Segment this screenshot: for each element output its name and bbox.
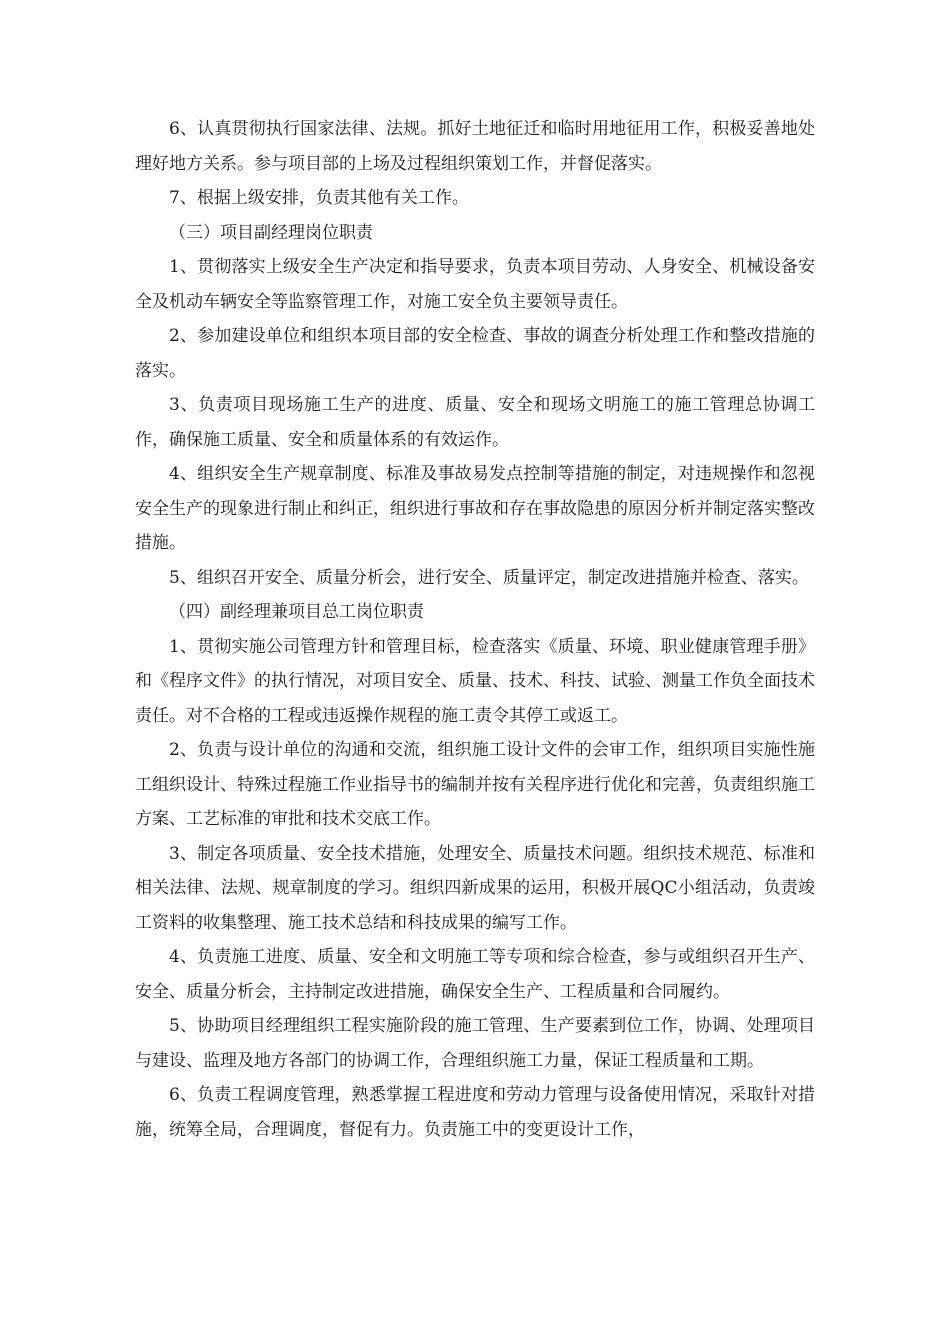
paragraph: 1、贯彻实施公司管理方针和管理目标，检查落实《质量、环境、职业健康管理手册》和《程序文件》的执行情况，对项目安全、质量、技术、科技、试验、测量工作负全面技术责任。对不合格的工程或违返操作规程的施工责令其停工或返工。 [135,636,815,726]
paragraph: 1、贯彻落实上级安全生产决定和指导要求，负责本项目劳动、人身安全、机械设备安全及机动车辆安全等监察管理工作，对施工安全负主要领导责任。 [135,257,815,312]
paragraph: 7、根据上级安排，负责其他有关工作。 [169,188,469,208]
paragraph: 5、协助项目经理组织工程实施阶段的施工管理、生产要素到位工作，协调、处理项目与建设、监理及地方各部门的协调工作，合理组织施工力量，保证工程质量和工期。 [135,1016,815,1071]
paragraph: 5、组织召开安全、质量分析会，进行安全、质量评定，制定改进措施并检查、落实。 [169,567,809,588]
paragraph: 6、认真贯彻执行国家法律、法规。抓好土地征迁和临时用地征用工作，积极妥善地处理好地方关系。参与项目部的上场及过程组织策划工作，并督促落实。 [135,119,815,174]
paragraph: 3、制定各项质量、安全技术措施，处理安全、质量技术问题。组织技术规范、标准和相关法律、法规、规章制度的学习。组织四新成果的运用，积极开展QC小组活动，负责竣工资料的收集整理、施工技术总结和科技成果的编写工作。 [135,843,815,933]
paragraph: 4、负责施工进度、质量、安全和文明施工等专项和综合检查，参与或组织召开生产、安全、质量分析会，主持制定改进措施，确保安全生产、工程质量和合同履约。 [135,947,815,1002]
paragraph: 3、负责项目现场施工生产的进度、质量、安全和现场文明施工的施工管理总协调工作，确保施工质量、安全和质量体系的有效运作。 [135,395,815,450]
paragraph: 2、负责与设计单位的沟通和交流，组织施工设计文件的会审工作，组织项目实施性施工组织设计、特殊过程施工作业指导书的编制并按有关程序进行优化和完善，负责组织施工方案、工艺标准的审批和技术交底工作。 [135,740,815,829]
document-body [135,112,815,1147]
paragraph: 6、负责工程调度管理，熟悉掌握工程进度和劳动力管理与设备使用情况，采取针对措施，统筹全局，合理调度，督促有力。负责施工中的变更设计工作， [135,1085,815,1140]
section-heading: （三）项目副经理岗位职责 [169,222,373,243]
paragraph: 2、参加建设单位和组织本项目部的安全检查、事故的调查分析处理工作和整改措施的落实。 [135,326,815,381]
section-heading: （四）副经理兼项目总工岗位职责 [169,602,424,622]
paragraph: 4、组织安全生产规章制度、标准及事故易发点控制等措施的制定，对违规操作和忽视安全生产的现象进行制止和纠正，组织进行事故和存在事故隐患的原因分析并制定落实整改措施。 [135,464,815,553]
